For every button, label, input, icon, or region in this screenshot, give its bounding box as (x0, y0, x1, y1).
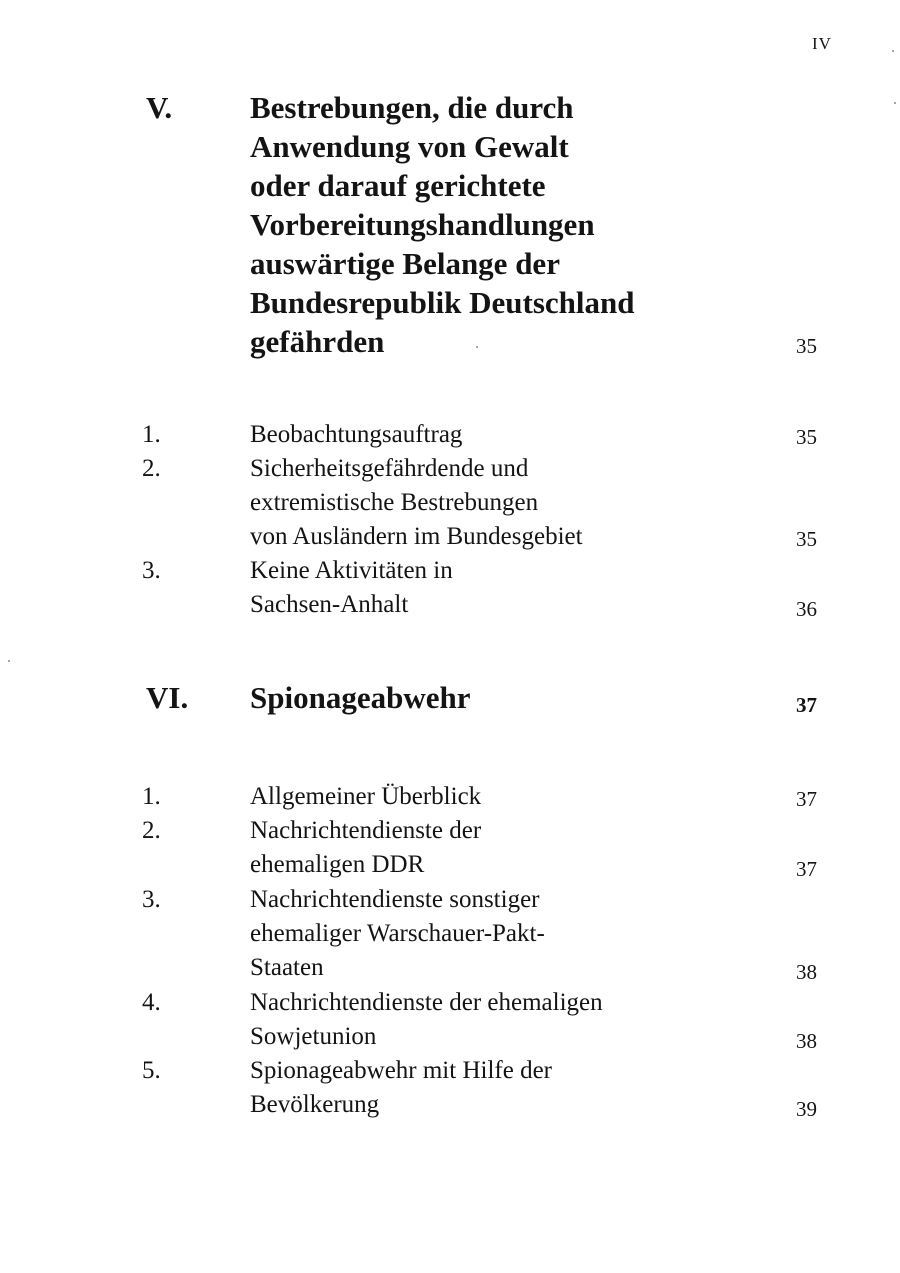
entry-number: 4. (142, 989, 161, 1016)
title-line: Bestrebungen, die durch (250, 90, 574, 125)
section-title (250, 678, 470, 717)
section-numeral: V. (146, 90, 173, 125)
entry-title (250, 814, 481, 882)
entry-line: Spionageabwehr mit Hilfe der (250, 1057, 552, 1084)
entry-line: Sachsen-Anhalt (250, 591, 409, 618)
entry-line: Bevölkerung (250, 1091, 380, 1118)
entry-line: von Ausländern im Bundesgebiet (250, 523, 583, 550)
entry-page: 35 (796, 425, 817, 449)
entry-line: Allgemeiner Überblick (250, 783, 482, 810)
entry-title (250, 883, 545, 985)
entry-title (250, 1054, 552, 1122)
entry-title (250, 780, 481, 814)
title-line: Bundesrepublik Deutschland (250, 285, 635, 320)
page-number: IV (812, 34, 832, 53)
section-numeral: VI. (146, 680, 189, 715)
section-page: 37 (796, 693, 817, 717)
entry-line: extremistische Bestrebungen (250, 489, 539, 516)
section-title (250, 88, 635, 361)
entry-number: 1. (142, 421, 161, 448)
entry-line: Nachrichtendienste sonstiger (250, 886, 540, 913)
entry-number: 5. (142, 1057, 161, 1084)
entry-number: 1. (142, 783, 161, 810)
entry-page: 37 (796, 787, 817, 811)
title-line: Vorbereitungshandlungen (250, 207, 595, 242)
title-line: auswärtige Belange der (250, 246, 560, 281)
entry-line: Sicherheitsgefährdende und (250, 455, 529, 482)
entry-number: 3. (142, 557, 161, 584)
entry-number: 2. (142, 817, 161, 844)
entry-title (250, 452, 583, 554)
scan-speck (894, 102, 896, 104)
entry-line: Beobachtungsauftrag (250, 421, 463, 448)
entry-line: Sowjetunion (250, 1023, 377, 1050)
entry-line: ehemaligen DDR (250, 851, 425, 878)
entry-title (250, 418, 462, 452)
entry-line: Keine Aktivitäten in (250, 557, 453, 584)
entry-title (250, 986, 603, 1054)
entry-title (250, 554, 453, 622)
entry-number: 3. (142, 886, 161, 913)
entry-page: 38 (796, 1029, 817, 1053)
entry-line: ehemaliger Warschauer-Pakt- (250, 920, 545, 947)
title-line: gefährden (250, 324, 385, 359)
scan-speck (8, 660, 10, 662)
entry-page: 39 (796, 1097, 817, 1121)
entry-line: Nachrichtendienste der ehemaligen (250, 989, 603, 1016)
title-line: Anwendung von Gewalt (250, 129, 569, 164)
entry-line: Nachrichtendienste der (250, 817, 482, 844)
title-line: oder darauf gerichtete (250, 168, 546, 203)
title-line: Spionageabwehr (250, 680, 471, 715)
entry-page: 37 (796, 857, 817, 881)
entry-line: Staaten (250, 954, 324, 981)
entry-page: 36 (796, 597, 817, 621)
section-page: 35 (796, 334, 817, 358)
entry-page: 38 (796, 960, 817, 984)
scan-speck (892, 50, 894, 52)
entry-page: 35 (796, 527, 817, 551)
scan-speck (476, 346, 478, 348)
entry-number: 2. (142, 455, 161, 482)
